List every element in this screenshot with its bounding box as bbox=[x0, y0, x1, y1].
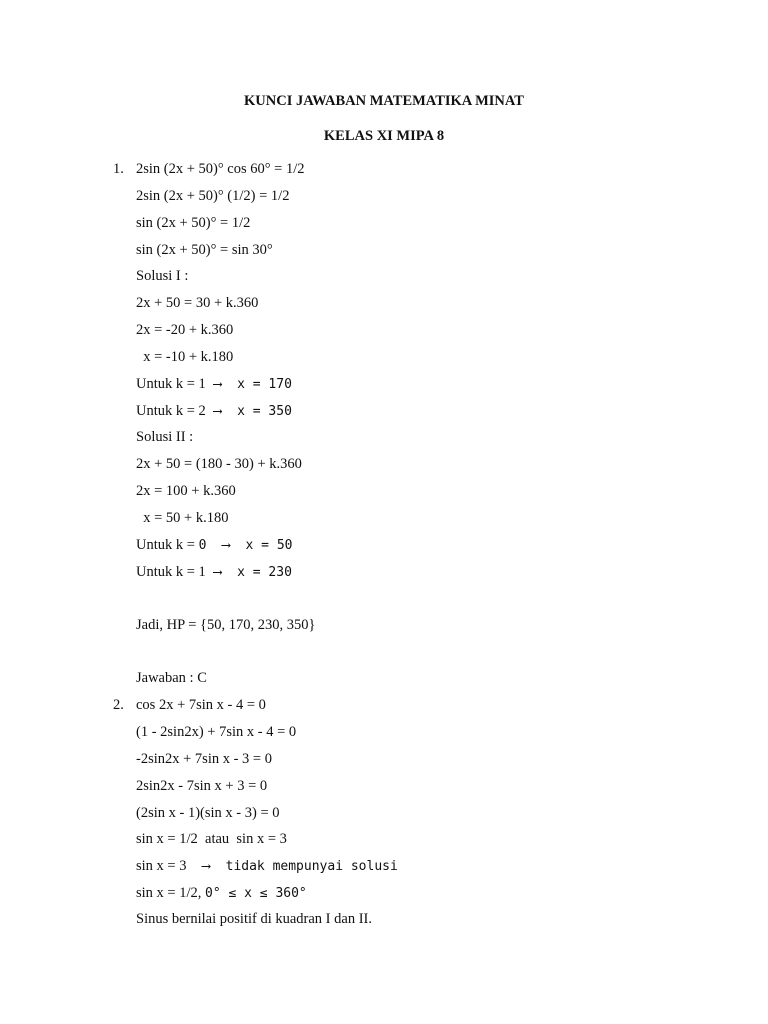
q1-line-15 bbox=[136, 536, 292, 555]
q1-line-10-result: ⟶ x = 350 bbox=[205, 404, 292, 419]
q1-line-12: 2x + 50 = (180 - 30) + k.360 bbox=[136, 456, 302, 472]
q1-line-9-result: ⟶ x = 170 bbox=[205, 377, 292, 392]
q1-line-1: 2sin (2x + 50)° cos 60° = 1/2 bbox=[136, 161, 305, 177]
q2-line-8-text: sin x = 1/2, bbox=[136, 885, 206, 901]
q1-line-16-text: Untuk k = 1 bbox=[136, 564, 206, 580]
q1-line-4: sin (2x + 50)° = sin 30° bbox=[136, 242, 273, 258]
page-subtitle: KELAS XI MIPA 8 bbox=[323, 128, 445, 144]
q1-line-14: x = 50 + k.180 bbox=[136, 510, 229, 526]
q1-conclusion: Jadi, HP = {50, 170, 230, 350} bbox=[136, 617, 316, 633]
q2-line-7-text: sin x = 3 bbox=[136, 858, 187, 874]
q2-line-3: -2sin2x + 7sin x - 3 = 0 bbox=[136, 751, 272, 767]
page-title: KUNCI JAWABAN MATEMATIKA MINAT bbox=[244, 93, 524, 109]
q1-line-7: 2x = -20 + k.360 bbox=[136, 322, 234, 338]
q1-line-15-text: Untuk k = bbox=[136, 537, 199, 553]
q1-line-15-k: 0 bbox=[198, 538, 207, 553]
q1-line-2: 2sin (2x + 50)° (1/2) = 1/2 bbox=[136, 188, 290, 204]
question-1-number: 1. bbox=[113, 161, 124, 177]
q1-line-16 bbox=[136, 563, 292, 582]
q2-line-6: sin x = 1/2 atau sin x = 3 bbox=[136, 831, 287, 847]
q1-line-9 bbox=[136, 375, 292, 394]
q1-line-11: Solusi II : bbox=[136, 429, 194, 445]
q2-line-7 bbox=[136, 857, 398, 876]
q2-line-9: Sinus bernilai positif di kuadran I dan II. bbox=[136, 911, 372, 927]
q1-line-6: 2x + 50 = 30 + k.360 bbox=[136, 295, 259, 311]
q1-line-16-result: ⟶ x = 230 bbox=[205, 565, 292, 580]
q2-line-2: (1 - 2sin2x) + 7sin x - 4 = 0 bbox=[136, 724, 297, 740]
question-2-number: 2. bbox=[113, 697, 124, 713]
q2-line-4: 2sin2x - 7sin x + 3 = 0 bbox=[136, 778, 268, 794]
q1-line-13: 2x = 100 + k.360 bbox=[136, 483, 236, 499]
q1-line-9-text: Untuk k = 1 bbox=[136, 376, 206, 392]
q1-line-10-text: Untuk k = 2 bbox=[136, 403, 206, 419]
q2-line-7-result: ⟶ tidak mempunyai solusi bbox=[186, 859, 398, 874]
q1-answer: Jawaban : C bbox=[136, 670, 207, 686]
q1-line-15-result: ⟶ x = 50 bbox=[206, 538, 293, 553]
q2-line-8-range: 0° ≤ x ≤ 360° bbox=[205, 886, 307, 901]
q2-line-8 bbox=[136, 884, 307, 903]
q1-line-8: x = -10 + k.180 bbox=[136, 349, 234, 365]
q2-line-1: cos 2x + 7sin x - 4 = 0 bbox=[136, 697, 266, 713]
q1-line-10 bbox=[136, 402, 292, 421]
q2-line-5: (2sin x - 1)(sin x - 3) = 0 bbox=[136, 805, 280, 821]
q1-line-5: Solusi I : bbox=[136, 268, 189, 284]
q1-line-3: sin (2x + 50)° = 1/2 bbox=[136, 215, 251, 231]
